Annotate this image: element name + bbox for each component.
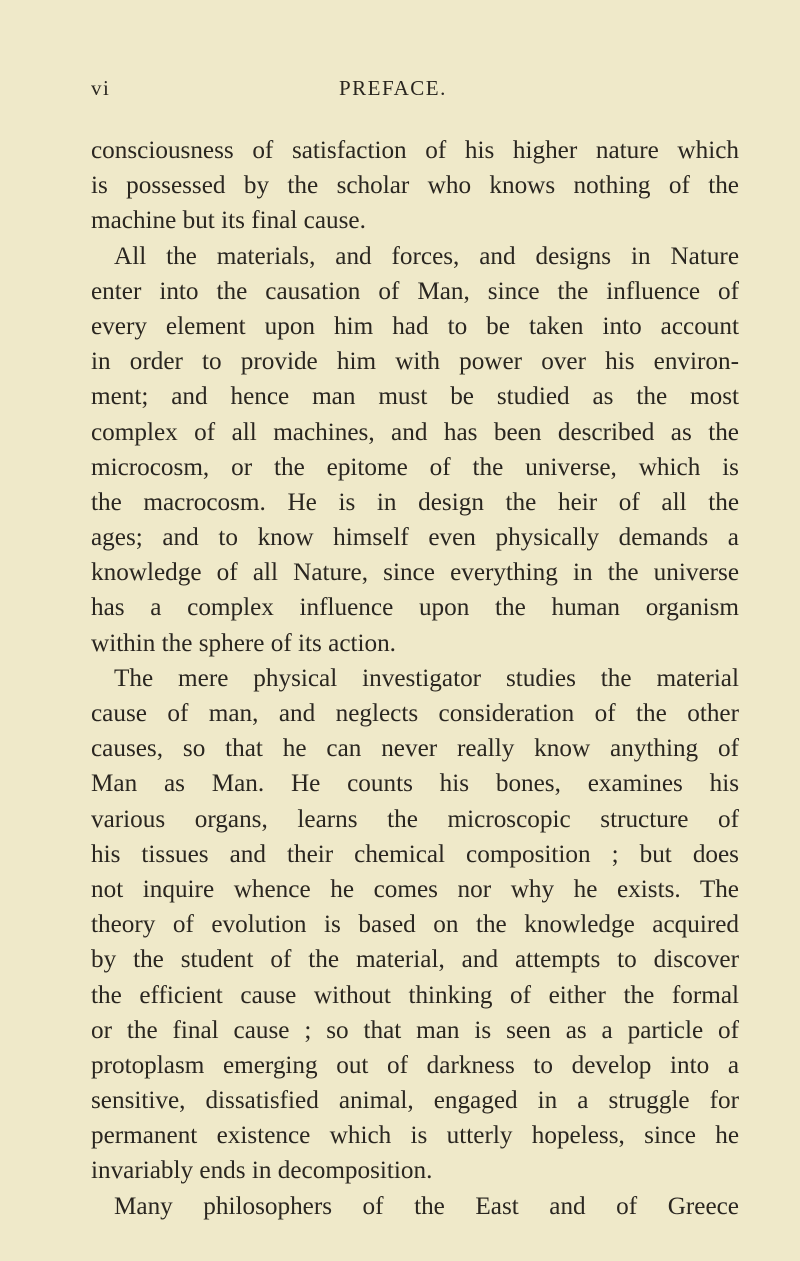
text-line: invariably ends in decomposition. bbox=[91, 1157, 433, 1185]
page-number: vi bbox=[91, 76, 111, 100]
text-line: or the final cause ; so that man is seen as a particle of bbox=[91, 1016, 739, 1044]
text-line: not inquire whence he comes nor why he exists. The bbox=[91, 875, 739, 903]
text-line: Man as Man. He counts his bones, examines his bbox=[91, 770, 739, 798]
text-line: sensitive, dissatisfied animal, engaged in a struggle for bbox=[91, 1087, 739, 1115]
text-line: All the materials, and forces, and designs in Nature bbox=[114, 242, 739, 270]
running-head-title: PREFACE. bbox=[339, 76, 447, 100]
text-line: every element upon him had to be taken into account bbox=[91, 312, 739, 340]
text-line: consciousness of satisfaction of his higher nature which bbox=[91, 137, 739, 164]
text-line: cause of man, and neglects consideration of the other bbox=[91, 700, 739, 727]
text-line: ment; and hence man must be studied as the most bbox=[91, 383, 739, 411]
text-line: Many philosophers of the East and of Greece bbox=[114, 1192, 739, 1220]
text-line: causes, so that he can never really know anything of bbox=[91, 735, 739, 763]
text-line: is possessed by the scholar who knows nothing of the bbox=[91, 172, 739, 200]
text-line: permanent existence which is utterly hopeless, since he bbox=[91, 1122, 739, 1150]
text-line: various organs, learns the microscopic structure of bbox=[91, 805, 739, 833]
body-text bbox=[91, 133, 739, 1224]
text-line: his tissues and their chemical composition ; but does bbox=[91, 840, 739, 868]
text-line: The mere physical investigator studies the material bbox=[114, 664, 739, 692]
text-line: the efficient cause without thinking of either the formal bbox=[91, 981, 739, 1009]
text-line: knowledge of all Nature, since everything in the universe bbox=[91, 559, 739, 587]
text-line: machine but its final cause. bbox=[91, 207, 366, 235]
text-line: complex of all machines, and has been described as the bbox=[91, 418, 739, 446]
text-line: theory of evolution is based on the knowledge acquired bbox=[91, 911, 739, 939]
text-line: within the sphere of its action. bbox=[91, 629, 396, 657]
text-line: the macrocosm. He is in design the heir of all the bbox=[91, 488, 739, 516]
text-line: in order to provide him with power over his environ- bbox=[91, 348, 739, 376]
text-line: enter into the causation of Man, since the influence of bbox=[91, 277, 739, 305]
text-line: by the student of the material, and attempts to discover bbox=[91, 946, 739, 974]
running-head bbox=[91, 76, 731, 106]
text-line: protoplasm emerging out of darkness to develop into a bbox=[91, 1051, 739, 1079]
text-line: ages; and to know himself even physically demands a bbox=[91, 524, 739, 552]
text-line: microcosm, or the epitome of the universe, which is bbox=[91, 453, 739, 481]
text-line: has a complex influence upon the human organism bbox=[91, 594, 739, 622]
